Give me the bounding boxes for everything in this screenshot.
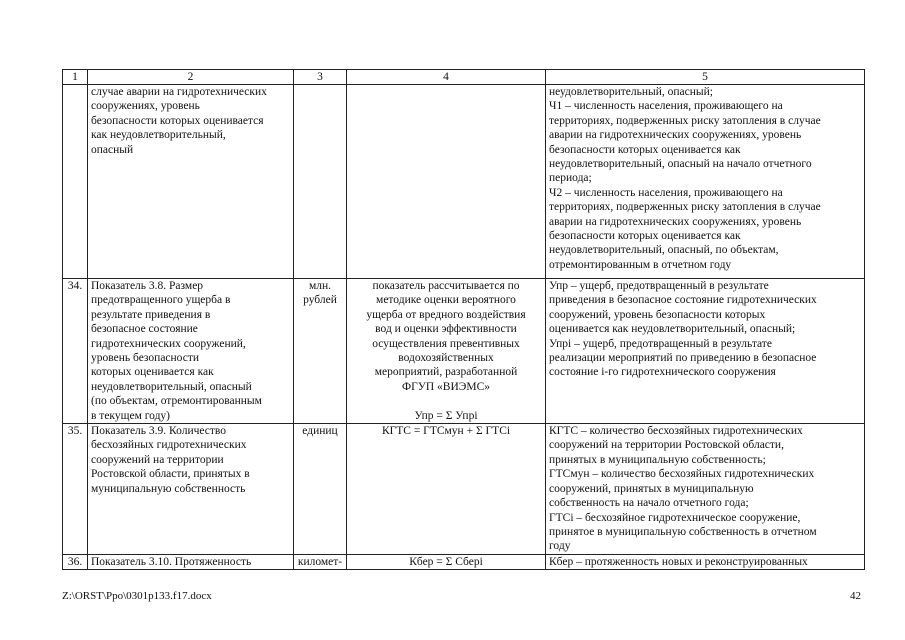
cell-text-line: млн.	[308, 280, 332, 292]
cell-text-line: безопасности которых оценивается как	[549, 230, 741, 243]
row-number-cell	[63, 85, 88, 279]
indicator-name-cell	[88, 85, 294, 279]
row-number-cell: 34.	[63, 279, 88, 424]
cell-text-line: Ч1 – численность населения, проживающего на	[549, 100, 783, 113]
cell-text-line: ущерба от вредного воздействия	[366, 308, 526, 321]
cell-text-line: бесхозяйных гидротехнических	[91, 439, 247, 452]
table-row	[63, 279, 865, 424]
cell-text-line: неудовлетворительный, опасный	[91, 380, 252, 393]
cell-text-line: Кбер – протяженность новых и реконструированных	[549, 555, 808, 568]
header-col-5: 5	[546, 70, 865, 85]
cell-text-line: Упр = Σ Упрi	[414, 409, 478, 422]
header-col-1: 1	[63, 70, 88, 85]
table-header-row	[63, 70, 865, 85]
cell-text-line: Показатель 3.9. Количество	[91, 425, 227, 438]
cell-text-line: КГТС – количество бесхозяйных гидротехнических	[549, 425, 803, 438]
cell-text-line: реализации мероприятий по приведению в безопасное	[549, 352, 817, 365]
cell-text-line: Кбер = Σ Сберi	[409, 555, 483, 568]
cell-text-line: (по объектам, отремонтированным	[91, 395, 262, 408]
cell-text-line: аварии на гидротехнических сооружениях, уровень	[549, 129, 802, 142]
cell-text-line: территориях, подверженных риску затопления в случае	[549, 114, 821, 127]
cell-text-line: сооружений, уровень безопасности которых	[549, 308, 766, 321]
cell-text-line: в текущем году)	[91, 409, 171, 422]
description-cell	[546, 85, 865, 279]
indicator-name-cell	[88, 554, 294, 569]
cell-text-line: КГТС = ГТСмун + Σ ГТСi	[381, 425, 511, 438]
formula-cell	[347, 85, 546, 279]
cell-text-line: ФГУП «ВИЭМС»	[401, 380, 491, 393]
cell-text-line: уровень безопасности	[91, 352, 199, 365]
unit-cell	[294, 85, 347, 279]
footer-page-number: 42	[850, 590, 861, 602]
indicator-name-cell	[88, 424, 294, 555]
indicator-name-cell	[88, 279, 294, 424]
cell-text-line: периода;	[549, 172, 592, 185]
cell-text-line: принятое в муниципальную собственность в отчетном	[549, 525, 817, 538]
cell-text-line: опасный	[91, 143, 134, 156]
cell-text-line: результате приведения в	[91, 308, 211, 321]
cell-text-line: собственность на начало отчетного года;	[549, 497, 749, 510]
unit-cell	[294, 424, 347, 555]
cell-text-line: Ч2 – численность населения, проживающего на	[549, 186, 783, 199]
formula-cell	[347, 424, 546, 555]
header-col-4: 4	[347, 70, 546, 85]
cell-text-line: предотвращенного ущерба в	[91, 294, 231, 307]
cell-text-line: сооружениях, уровень	[91, 100, 200, 113]
cell-text-line: оценивается как неудовлетворительный, опасный;	[549, 323, 796, 336]
cell-text-line: сооружений, принятых в муниципальную	[549, 482, 754, 495]
unit-cell	[294, 279, 347, 424]
cell-text-line: водохозяйственных	[398, 352, 494, 365]
cell-text-line: безопасности которых оценивается	[91, 114, 264, 127]
row-number-cell: 36.	[63, 554, 88, 569]
formula-cell	[347, 554, 546, 569]
cell-text-line	[350, 394, 542, 408]
document-table	[62, 69, 865, 570]
cell-text-line: территориях, подверженных риску затопления в случае	[549, 201, 821, 214]
cell-text-line: безопасное состояние	[91, 323, 198, 336]
cell-text-line: осуществления превентивных	[372, 337, 520, 350]
cell-text-line: ГТСi – бесхозяйное гидротехническое сооружение,	[549, 511, 801, 524]
cell-text-line: единиц	[302, 425, 338, 438]
cell-text-line: приведения в безопасное состояние гидротехнических	[549, 294, 817, 307]
table-row	[63, 85, 865, 279]
cell-text-line: вод и оценки эффективности	[375, 323, 517, 336]
cell-text-line: как неудовлетворительный,	[91, 129, 226, 142]
cell-text-line: году	[549, 540, 571, 553]
cell-text-line: Показатель 3.8. Размер	[91, 280, 204, 292]
cell-text-line: принятых в муниципальную собственность;	[549, 453, 766, 466]
header-col-2: 2	[88, 70, 294, 85]
formula-cell	[347, 279, 546, 424]
cell-text-line: Упрi – ущерб, предотвращенный в результате	[549, 337, 772, 350]
cell-text-line: которых оценивается как	[91, 366, 214, 379]
cell-text-line: случае аварии на гидротехнических	[91, 86, 267, 98]
cell-text-line: неудовлетворительный, опасный на начало отчетного	[549, 158, 812, 171]
cell-text-line: сооружений на территории	[91, 453, 224, 466]
description-cell	[546, 554, 865, 569]
cell-text-line: методике оценки вероятного	[376, 294, 516, 307]
cell-text-line: отремонтированным в отчетном году	[549, 258, 732, 271]
cell-text-line: аварии на гидротехнических сооружениях, уровень	[549, 215, 802, 228]
cell-text-line: гидротехнических сооружений,	[91, 337, 246, 350]
cell-text-line: Упр – ущерб, предотвращенный в результате	[549, 280, 769, 292]
cell-text-line: Ростовской области, принятых в	[91, 468, 250, 481]
unit-cell	[294, 554, 347, 569]
cell-text-line: муниципальную собственность	[91, 482, 246, 495]
cell-text-line: Показатель 3.10. Протяженность	[91, 555, 252, 568]
header-col-3: 3	[294, 70, 347, 85]
cell-text-line: неудовлетворительный, опасный, по объектам,	[549, 244, 779, 257]
cell-text-line: показатель рассчитывается по	[372, 280, 520, 292]
table-row	[63, 424, 865, 555]
cell-text-line: ГТСмун – количество бесхозяйных гидротехнических	[549, 468, 815, 481]
cell-text-line: рублей	[303, 294, 337, 307]
cell-text-line: неудовлетворительный, опасный;	[549, 86, 713, 98]
cell-text-line: безопасности которых оценивается как	[549, 143, 741, 156]
cell-text-line: мероприятий, разработанной	[374, 366, 518, 379]
table-row	[63, 554, 865, 569]
footer-file-path: Z:\ORST\Ppo\0301p133.f17.docx	[62, 590, 212, 602]
cell-text-line: сооружений на территории Ростовской области,	[549, 439, 784, 452]
description-cell	[546, 424, 865, 555]
description-cell	[546, 279, 865, 424]
row-number-cell: 35.	[63, 424, 88, 555]
cell-text-line: состояние i-го гидротехнического сооружения	[549, 366, 776, 379]
cell-text-line: километ-	[297, 555, 343, 568]
